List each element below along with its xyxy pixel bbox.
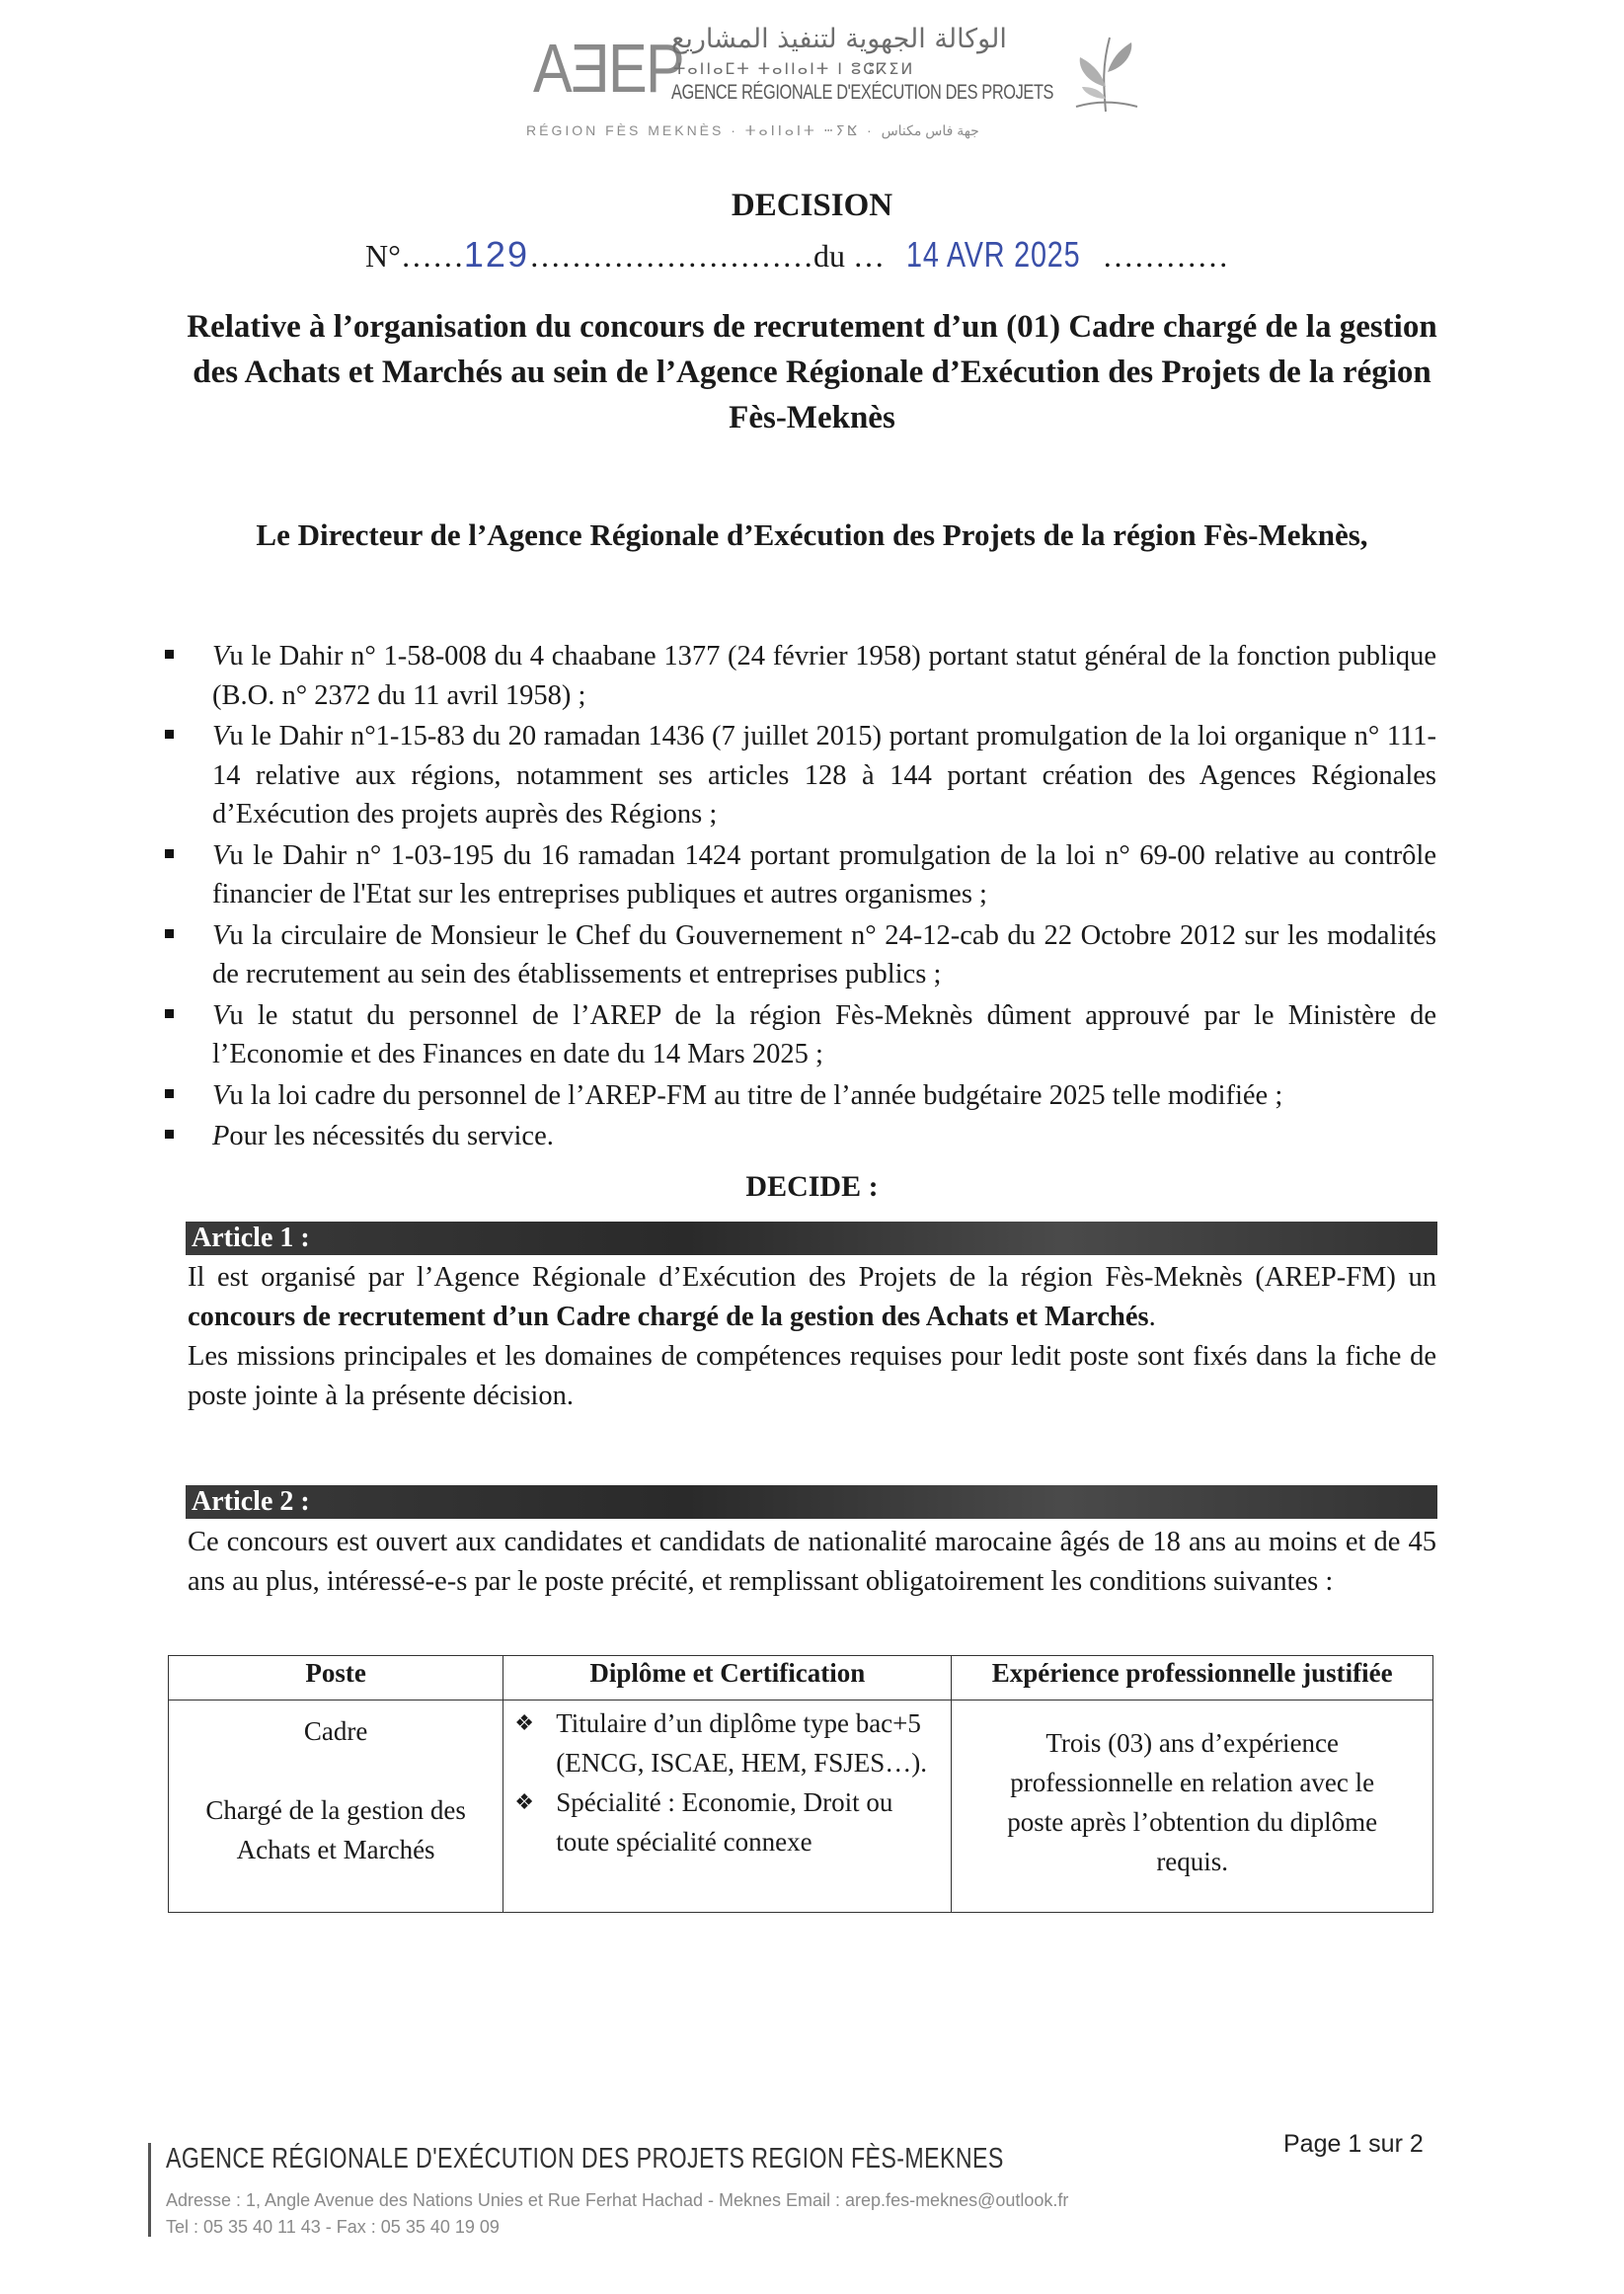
considerations-list bbox=[163, 637, 1436, 1158]
list-item: Vu le Dahir n° 1-58-008 du 4 chaabane 1377 (24 février 1958) portant statut général de la fonction publique (B.O. n° 2372 du 11 avril 1958) ; bbox=[163, 637, 1436, 715]
diamond-bullet-icon: ❖ bbox=[514, 1710, 534, 1735]
article-1-paragraph-2: Les missions principales et les domaines de compétences requises pour ledit poste sont fixés dans la fiche de poste jointe à la présente décision. bbox=[188, 1341, 1436, 1411]
diamond-bullet-icon: ❖ bbox=[514, 1789, 534, 1814]
decision-subject: Relative à l’organisation du concours de recrutement d’un (01) Cadre chargé de la gestion des Achats et Marchés au sein de l’Agence Régionale d’Exécution des Projets de la région Fès-Meknès bbox=[187, 309, 1437, 435]
footer-agency-name: AGENCE RÉGIONALE D'EXÉCUTION DES PROJETS REGION FÈS-MEKNES bbox=[166, 2143, 1004, 2175]
page-number: Page 1 sur 2 bbox=[1283, 2130, 1424, 2158]
square-bullet-icon bbox=[165, 849, 174, 858]
list-item: Vu le statut du personnel de l’AREP de la région Fès-Meknès dûment approuvé par le Ministère de l’Economie et des Finances en date du 14 Mars 2025 ; bbox=[163, 996, 1436, 1074]
column-header-poste: Poste bbox=[169, 1656, 503, 1701]
square-bullet-icon bbox=[165, 1089, 174, 1098]
table-header-row bbox=[169, 1656, 1433, 1701]
poste-title: Cadre bbox=[303, 1716, 368, 1746]
article-1-paragraph-1: Il est organisé par l’Agence Régionale d’Exécution des Projets de la région Fès-Meknès (AREP-FM) un concours de recrutement d’un Cadre chargé de la gestion des Achats et Marchés. bbox=[188, 1262, 1436, 1332]
list-item: ❖ Titulaire d’un diplôme type bac+5 (ENCG, ISCAE, HEM, FSJES…). bbox=[514, 1703, 940, 1782]
decision-date-stamp: 14 AVR 2025 bbox=[906, 234, 1081, 275]
list-item: Vu la loi cadre du personnel de l’AREP-FM au titre de l’année budgétaire 2025 telle modifiée ; bbox=[163, 1076, 1436, 1116]
column-header-experience: Expérience professionnelle justifiée bbox=[952, 1656, 1433, 1701]
logo-tifinagh-text: ⵜⴰⵏⵏⴰⵎⵜ ⵜⴰⵏⵏⴰⵏⵜ ⵏ ⵓⵛⴽⵉⵍ bbox=[673, 59, 915, 78]
decision-number-dots: ………………………du … bbox=[528, 238, 885, 274]
column-header-diplome: Diplôme et Certification bbox=[503, 1656, 952, 1701]
director-heading: Le Directeur de l’Agence Régionale d’Exécution des Projets de la région Fès-Meknès, bbox=[256, 517, 1368, 552]
footer-phone: Tel : 05 35 40 11 43 - Fax : 05 35 40 19 09 bbox=[166, 2217, 500, 2237]
decide-heading: DECIDE : bbox=[745, 1170, 879, 1203]
square-bullet-icon bbox=[165, 650, 174, 659]
square-bullet-icon bbox=[165, 1130, 174, 1139]
article-2-heading: Article 2 : bbox=[186, 1485, 1437, 1519]
article-1-heading: Article 1 : bbox=[186, 1222, 1437, 1255]
cell-diplome bbox=[503, 1701, 952, 1913]
square-bullet-icon bbox=[165, 1009, 174, 1018]
cell-experience bbox=[952, 1701, 1433, 1913]
decision-number-line bbox=[365, 234, 1228, 276]
decision-date-dots: ………… bbox=[1102, 238, 1229, 274]
conditions-table bbox=[168, 1655, 1433, 1913]
decision-title: DECISION bbox=[731, 188, 893, 223]
decision-number-stamp: 129 bbox=[463, 234, 529, 275]
logo-french-text: AGENCE RÉGIONALE D'EXÉCUTION DES PROJETS bbox=[671, 81, 1054, 104]
cell-poste bbox=[169, 1701, 503, 1913]
logo-arabic-text: الوكالة الجهوية لتنفيذ المشاريع bbox=[671, 24, 1007, 54]
diplome-list bbox=[504, 1701, 950, 1861]
footer-address: Adresse : 1, Angle Avenue des Nations Unies et Rue Ferhat Hachad - Meknes Email : arep.fes-meknes@outlook.fr bbox=[166, 2190, 1069, 2210]
list-item: ❖ Spécialité : Economie, Droit ou toute spécialité connexe bbox=[514, 1782, 940, 1861]
square-bullet-icon bbox=[165, 730, 174, 739]
list-item: Vu le Dahir n° 1-03-195 du 16 ramadan 1424 portant promulgation de la loi n° 69-00 relative au contrôle financier de l'Etat sur les entreprises publiques et autres organismes ; bbox=[163, 836, 1436, 914]
list-item: Pour les nécessités du service. bbox=[163, 1117, 1436, 1156]
decision-number-prefix: N°…… bbox=[365, 238, 464, 274]
list-item: Vu la circulaire de Monsieur le Chef du Gouvernement n° 24-12-cab du 22 Octobre 2012 sur les modalités de recrutement au sein des établissements et entreprises publics ; bbox=[163, 916, 1436, 994]
table-row bbox=[169, 1701, 1433, 1913]
article-2-paragraph-1: Ce concours est ouvert aux candidates et candidats de nationalité marocaine âgés de 18 ans au moins et de 45 ans au plus, intéressé-e-s par le poste précité, et remplissant obligatoirement les conditions suivantes : bbox=[188, 1527, 1436, 1597]
footer-divider bbox=[148, 2143, 151, 2237]
poste-description: Chargé de la gestion des Achats et Marchés bbox=[205, 1795, 466, 1864]
square-bullet-icon bbox=[165, 929, 174, 938]
experience-text: Trois (03) ans d’expérience professionnelle en relation avec le poste après l’obtention du diplôme requis. bbox=[1007, 1728, 1378, 1876]
logo-region-text: RÉGION FÈS MEKNÈS · ⵜⴰⵏⵏⴰⵏⵜ ⵈⵢⴿ · جهة فاس مكناس bbox=[526, 122, 979, 138]
list-item: Vu le Dahir n°1-15-83 du 20 ramadan 1436 (7 juillet 2015) portant promulgation de la loi organique n° 111-14 relative aux régions, notamment ses articles 128 à 144 portant création des Agences Régionales d’Exécution des projets auprès des Régions ; bbox=[163, 717, 1436, 834]
article-2-body bbox=[188, 1523, 1436, 1602]
plant-emblem-icon bbox=[1066, 28, 1145, 117]
arep-logo: AƎEP bbox=[533, 30, 683, 107]
article-1-body bbox=[188, 1258, 1436, 1416]
